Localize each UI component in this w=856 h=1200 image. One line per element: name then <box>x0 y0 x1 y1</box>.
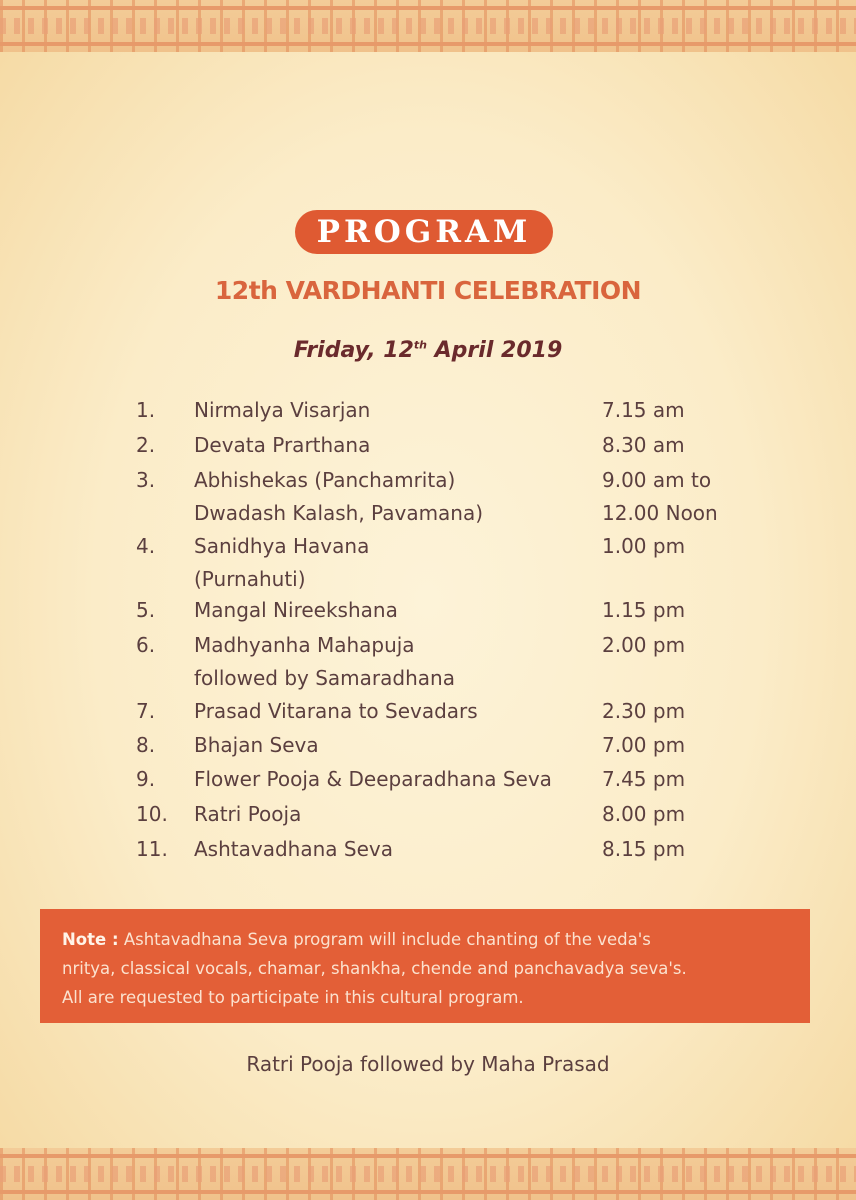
invitation-page: PROGRAM 12th VARDHANTI CELEBRATION Friday, 12th April 2019 1. Nirmalya Visarjan 7.15 am 2. Devata Prarthana 8.30 am 3. Abhishekas (Panchamrita) 9.00 am to Dwadash Kalash, Pavamana) 12.00 Noon 4. Sanidhya Havana 1.00 pm (Purnahuti) 5. Mangal Nireekshana 1.15 pm 6. Madhyanha Mahapuja 2.00 pm followed by Samaradhana 7. Prasad Vitarana to Sevadars 2.30 pm 8. Bhajan Seva 7.00 pm 9. Flower Pooja & Deeparadhana Seva 7.45 pm 10. Ratri Pooja 8.00 pm 11. Ashtavadhana Seva 8.15 pm Note : Ashtavadhana Seva program will include chanting of the veda's nritya, classical vocals, chamar, shankha, chende and panchavadya seva's. All are requested to participate in this cultural program. Ratri Pooja followed by Maha Prasad <box>0 0 856 1200</box>
note-line: Note : Ashtavadhana Seva program will include chanting of the veda's <box>62 930 651 949</box>
note-line: All are requested to participate in this cultural program. <box>62 988 524 1007</box>
event-date: Friday, 12th April 2019 <box>293 338 563 363</box>
decorative-border-bottom <box>0 1148 856 1200</box>
note-label: Note : <box>62 930 119 949</box>
note-line: nritya, classical vocals, chamar, shankha, chende and panchavadya seva's. <box>62 959 687 978</box>
decorative-border-top <box>0 0 856 52</box>
note-box <box>40 909 810 1023</box>
celebration-subtitle: 12th VARDHANTI CELEBRATION <box>214 276 642 305</box>
footer-text: Ratri Pooja followed by Maha Prasad <box>246 1052 610 1076</box>
program-title: PROGRAM <box>295 210 553 254</box>
